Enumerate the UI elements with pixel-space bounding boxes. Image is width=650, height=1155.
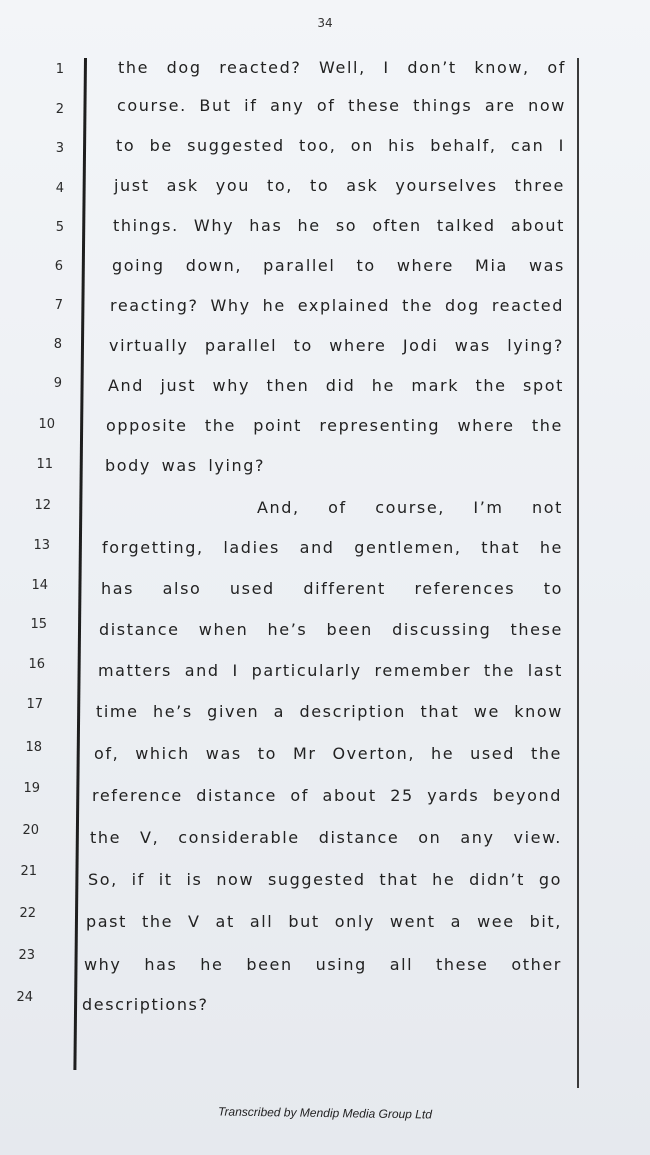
line-number: 1 [55, 62, 64, 77]
line-number: 10 [38, 417, 55, 432]
transcript-line: has also used different references to [101, 579, 563, 598]
transcript-line: opposite the point representing where the [106, 416, 563, 435]
transcript-line: time he’s given a description that we know [96, 702, 563, 721]
line-number: 22 [19, 906, 36, 921]
line-number: 3 [55, 141, 64, 156]
transcript-line: just ask you to, to ask yourselves three [114, 176, 565, 195]
line-number: 17 [26, 697, 43, 712]
transcriber-footer: Transcribed by Mendip Media Group Ltd [217, 1104, 433, 1122]
line-number: 2 [55, 102, 64, 117]
transcript-line: to be suggested too, on his behalf, can I [116, 136, 565, 155]
transcript-line: And just why then did he mark the spot [108, 376, 564, 395]
transcript-line: reacting? Why he explained the dog reacted [110, 296, 564, 315]
line-number: 16 [28, 657, 45, 672]
line-number: 20 [22, 823, 39, 838]
transcript-line: So, if it is now suggested that he didn’t go [88, 870, 562, 889]
page-number: 34 [317, 16, 333, 30]
transcript-line: body was lying? [105, 456, 266, 475]
transcript-line: descriptions? [82, 995, 209, 1014]
transcript-line: of, which was to Mr Overton, he used the [94, 744, 562, 763]
line-number: 18 [25, 740, 42, 755]
line-number: 8 [53, 337, 62, 352]
transcript-line: things. Why has he so often talked about [113, 216, 565, 235]
line-number: 4 [55, 181, 64, 196]
transcript-line: the V, considerable distance on any view. [90, 828, 562, 847]
right-margin-rule [577, 58, 579, 1088]
transcript-line: past the V at all but only went a wee bit, [86, 912, 562, 931]
transcript-line: the dog reacted? Well, I don’t know, of [118, 58, 566, 77]
line-number: 19 [23, 781, 40, 796]
line-number: 23 [18, 948, 35, 963]
line-number: 11 [36, 457, 53, 472]
line-number: 5 [55, 220, 64, 235]
line-number: 12 [34, 498, 51, 513]
line-number: 13 [33, 538, 50, 553]
transcript-line: matters and I particularly remember the last [98, 661, 563, 680]
line-number: 9 [53, 376, 62, 391]
line-number: 24 [16, 990, 33, 1005]
transcript-line: course. But if any of these things are now [117, 96, 566, 115]
transcript-line: forgetting, ladies and gentlemen, that he [102, 538, 563, 557]
left-margin-rule [73, 58, 87, 1070]
line-number: 7 [54, 298, 63, 313]
line-number: 21 [20, 864, 37, 879]
transcript-line: distance when he’s been discussing these [99, 620, 563, 639]
transcript-line: going down, parallel to where Mia was [112, 256, 565, 275]
line-number: 6 [54, 259, 63, 274]
transcript-line: virtually parallel to where Jodi was lying? [109, 336, 564, 355]
transcript-line: why has he been using all these other [84, 955, 562, 974]
line-number: 14 [31, 578, 48, 593]
line-number: 15 [30, 617, 47, 632]
transcript-line: And, of course, I’m not [257, 498, 563, 517]
transcript-line: reference distance of about 25 yards beyond [92, 786, 562, 805]
